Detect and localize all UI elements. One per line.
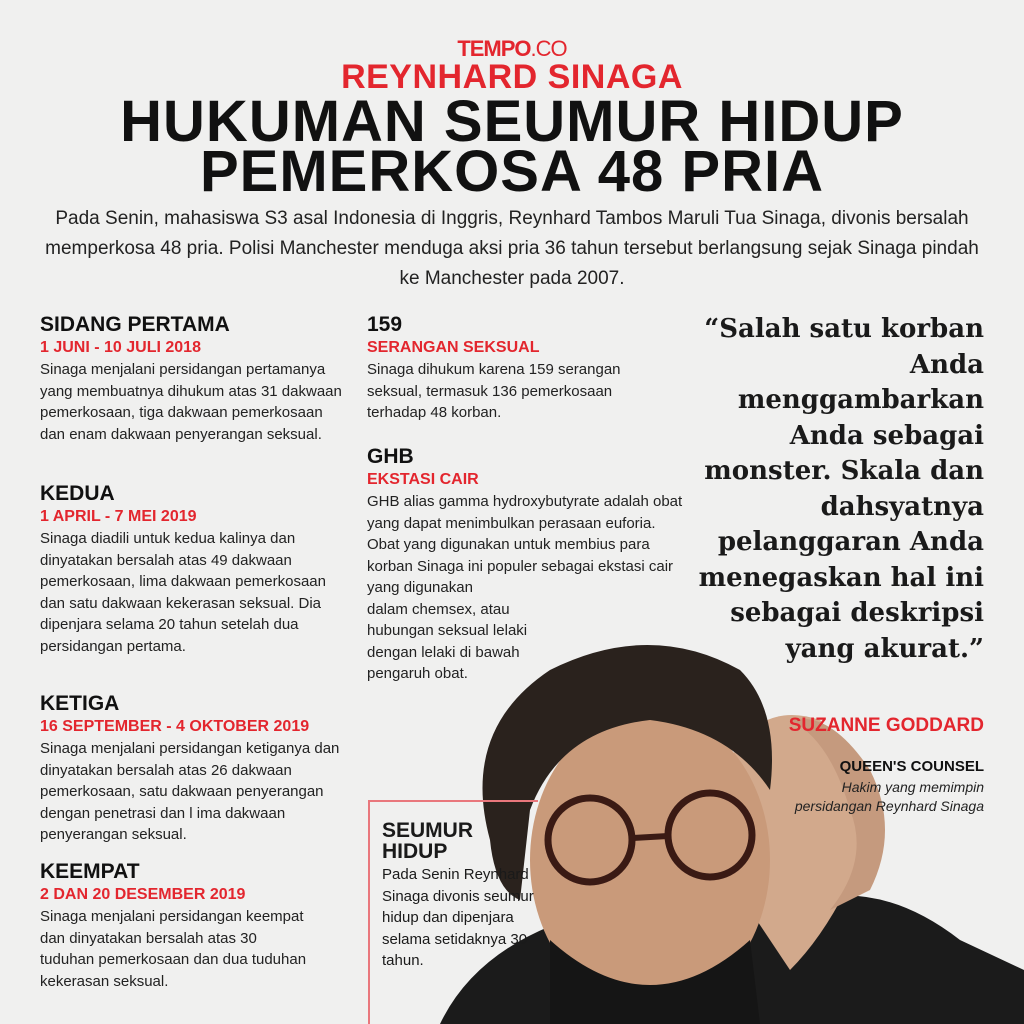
fact-ghb	[367, 445, 687, 685]
fact-title: GHB	[367, 445, 414, 468]
trial-text: Sinaga menjalani persidangan pertamanya yang membuatnya dihukum atas 31 dakwaan pemerkosaan, tiga dakwaan pemerkosaan dan enam dakwaan penyerangan seksual.	[40, 361, 342, 443]
judge-quote: “Salah satu korban Anda menggambarkan Anda sebagai monster. Skala dan dahsyatnya pelanggaran Anda menegaskan hal ini sebagai deskripsi yang akurat.”	[698, 314, 984, 664]
headline-line-2: PEMERKOSA 48 PRIA	[200, 139, 824, 204]
fact-subtitle: SERANGAN SEKSUAL	[367, 339, 540, 356]
sentence-title: SEUMUR HIDUP	[382, 819, 474, 863]
fact-159	[367, 313, 657, 424]
quote-author-name: SUZANNE GODDARD	[788, 715, 984, 736]
sentence-text: Pada Senin Reynhard Sinaga divonis seumur hidup dan dipenjara selama setidaknya 30 tahun.	[382, 866, 534, 969]
trial-section-3	[40, 692, 345, 846]
trial-section-2	[40, 482, 340, 657]
trial-date: 2 DAN 20 DESEMBER 2019	[40, 886, 246, 903]
lead-paragraph: Pada Senin, mahasiswa S3 asal Indonesia di Inggris, Reynhard Tambos Maruli Tua Sinaga, divonis bersalah memperkosa 48 pria. Polisi Manchester menduga aksi pria 36 tahun tersebut berlangsung sejak Sinaga pindah ke Manchester pada 2007.	[45, 208, 979, 289]
trial-date: 16 SEPTEMBER - 4 OKTOBER 2019	[40, 718, 310, 735]
trial-title: KETIGA	[40, 692, 120, 715]
fact-text: GHB alias gamma hydroxybutyrate adalah obat yang dapat menimbulkan perasaan euforia. Obat yang digunakan untuk membius para korban Sinaga ini populer sebagai ekstasi cair yang digunakan	[367, 493, 683, 596]
quote-author-description: Hakim yang memimpin persidangan Reynhard Sinaga	[794, 779, 984, 814]
headline-line-1: HUKUMAN SEUMUR HIDUP	[120, 89, 904, 154]
kicker-title: REYNHARD SINAGA	[341, 58, 683, 96]
trial-date: 1 APRIL - 7 MEI 2019	[40, 508, 197, 525]
fact-text-tail: dalam chemsex, atau hubungan seksual lelaki dengan lelaki di bawah pengaruh obat.	[367, 600, 528, 682]
trial-title: KEDUA	[40, 482, 115, 505]
quote-author-role: QUEEN'S COUNSEL	[839, 758, 984, 775]
trial-section-4	[40, 860, 310, 992]
fact-title: 159	[367, 313, 403, 336]
trial-title: KEEMPAT	[40, 860, 140, 883]
trial-text: Sinaga menjalani persidangan ketiganya dan dinyatakan bersalah atas 26 dakwaan pemerkosaan, satu dakwaan penyerangan dengan penetrasi dan l ima dakwaan penyerangan seksual.	[40, 740, 340, 843]
trial-date: 1 JUNI - 10 JULI 2018	[40, 339, 201, 356]
fact-subtitle: EKSTASI CAIR	[367, 471, 479, 488]
tempo-logo: TEMPO.CO	[457, 36, 567, 61]
trial-text: Sinaga diadili untuk kedua kalinya dan dinyatakan bersalah atas 49 dakwaan pemerkosaan, lima dakwaan pemerkosaan dan satu dakwaan kekerasan seksual. Dia dipenjara selama 20 tahun setelah dua persidangan pertama.	[40, 530, 326, 655]
trial-section-1	[40, 313, 345, 445]
trial-text: Sinaga menjalani persidangan keempat dan dinyatakan bersalah atas 30 tuduhan pemerkosaan dan dua tuduhan kekerasan seksual.	[40, 908, 307, 990]
trial-title: SIDANG PERTAMA	[40, 313, 230, 336]
fact-text: Sinaga dihukum karena 159 serangan seksual, termasuk 136 pemerkosaan terhadap 48 korban.	[367, 361, 621, 421]
